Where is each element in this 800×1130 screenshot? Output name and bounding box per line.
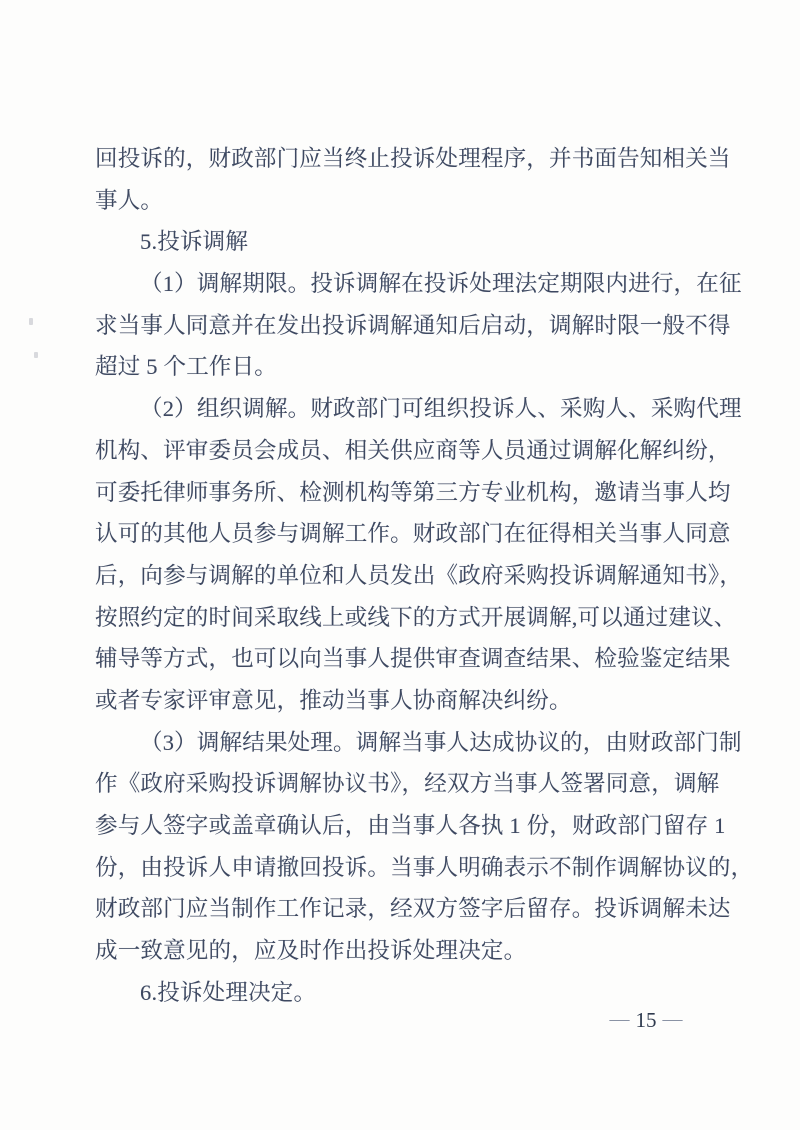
text-line: 后，向参与调解的单位和人员发出《政府采购投诉调解通知书》， [95,562,743,588]
text-line: 辅导等方式，也可以向当事人提供审查调查结果、检验鉴定结果 [95,646,731,672]
text-line: 按照约定的时间采取线上或线下的方式开展调解,可以通过建议、 [95,604,737,630]
text-line: 参与人签字或盖章确认后，由当事人各执 1 份，财政部门留存 1 [95,813,726,838]
text-line: 事人。 [95,187,164,213]
text-line: （2）组织调解。财政部门可组织投诉人、采购人、采购代理 [140,396,742,422]
page-number-right-dash: — [662,1008,683,1030]
page-number-left-dash: — [609,1008,630,1030]
document-body [95,138,754,1013]
text-line: 成一致意见的，应及时作出投诉处理决定。 [95,938,527,964]
text-line: 份，由投诉人申请撤回投诉。当事人明确表示不制作调解协议的， [95,854,754,880]
text-line: 可委托律师事务所、检测机构等第三方专业机构，邀请当事人均 [95,479,731,505]
scan-speck [29,318,33,325]
page-number [596,1003,696,1037]
text-line: 求当事人同意并在发出投诉调解通知后启动，调解时限一般不得 [95,312,731,338]
page-number-value: 15 [635,1008,657,1032]
text-line: 超过 5 个工作日。 [95,354,278,380]
text-line: 作《政府采购投诉调解协议书》，经双方当事人签署同意，调解 [95,771,720,797]
text-line: 机构、评审委员会成员、相关供应商等人员通过调解化解纠纷， [95,437,731,463]
text-line: （1）调解期限。投诉调解在投诉处理法定期限内进行，在征 [140,271,742,297]
section-heading: 6.投诉处理决定。 [140,979,317,1005]
text-line: 回投诉的，财政部门应当终止投诉处理程序，并书面告知相关当 [95,146,731,171]
text-line: （3）调解结果处理。调解当事人达成协议的，由财政部门制 [140,729,742,755]
scan-speck [34,352,38,358]
section-heading: 5.投诉调解 [140,229,249,255]
text-line: 认可的其他人员参与调解工作。财政部门在征得相关当事人同意 [95,521,731,547]
text-line: 或者专家评审意见，推动当事人协商解决纠纷。 [95,687,572,713]
text-line: 财政部门应当制作工作记录，经双方签字后留存。投诉调解未达 [95,896,731,922]
